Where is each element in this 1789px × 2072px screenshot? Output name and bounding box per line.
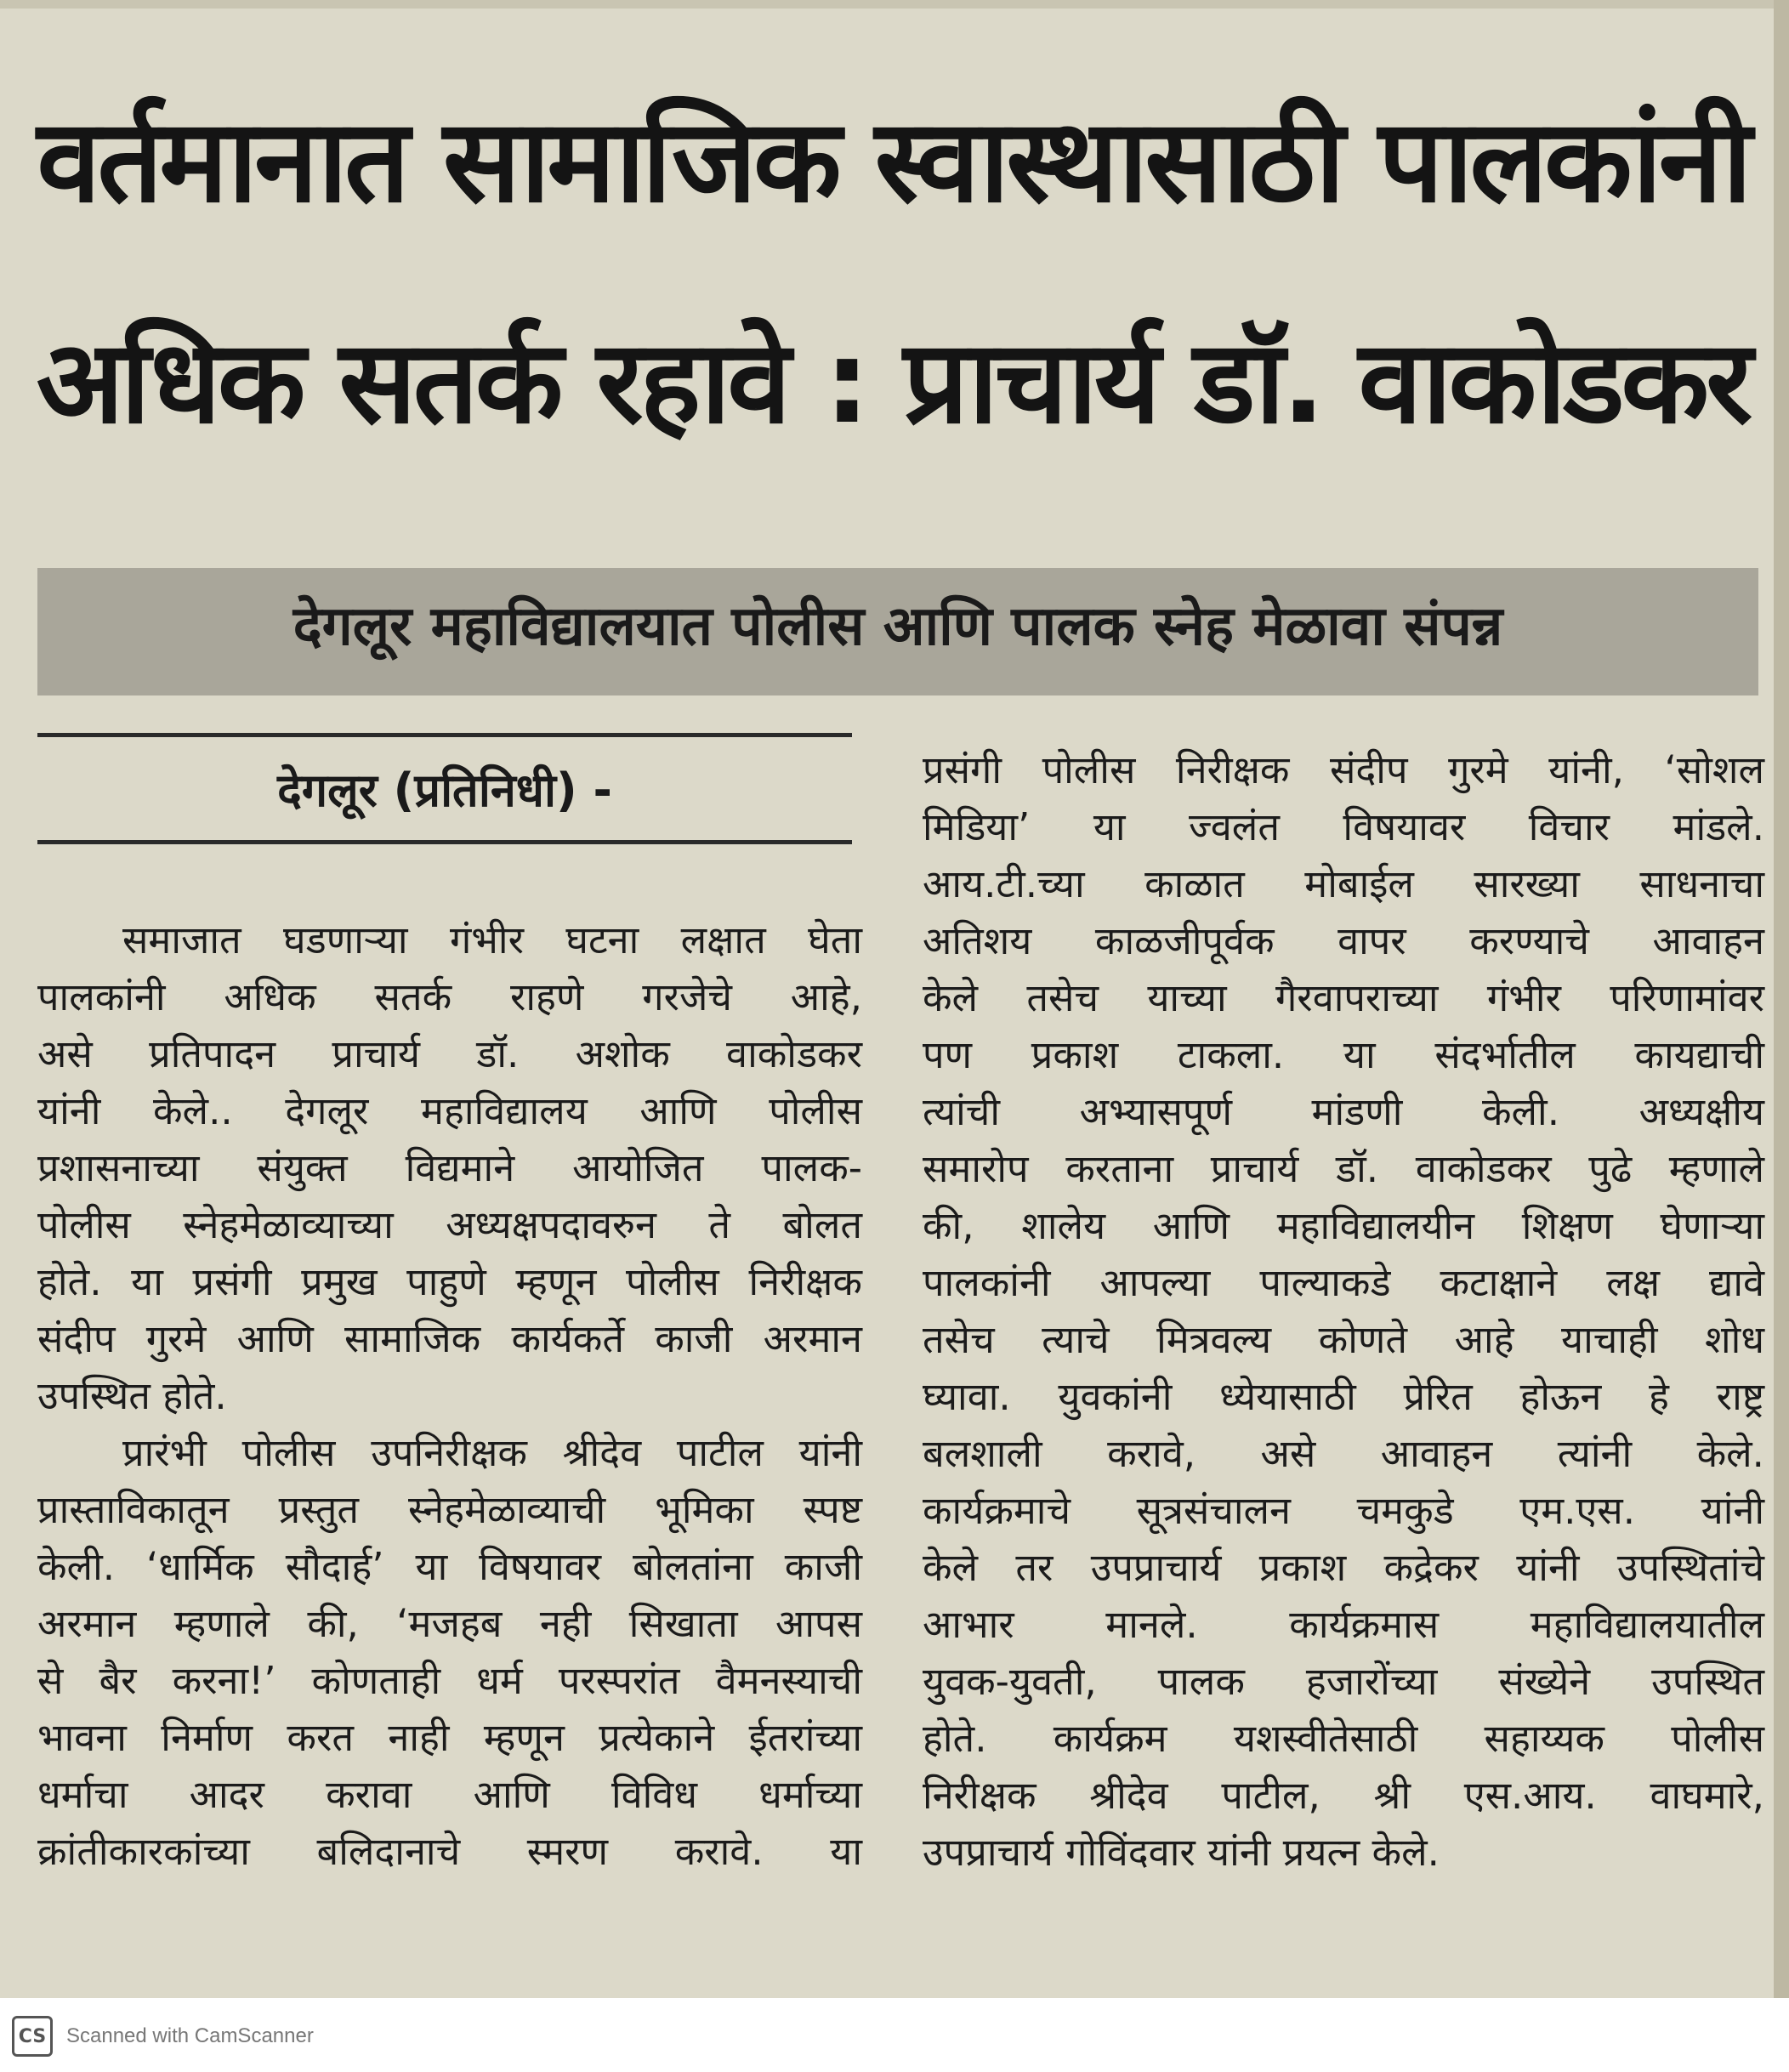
text-line: समाजात घडणाऱ्या गंभीर घटना लक्षात घेता <box>122 917 862 962</box>
text-line: उपस्थित होते. <box>37 1373 227 1418</box>
dateline-top-rule <box>37 733 852 737</box>
text-line: बलशाली करावे, असे आवाहन त्यांनी केले. <box>923 1431 1764 1476</box>
right-column <box>923 741 1764 1881</box>
text-line: कार्यक्रमाचे सूत्रसंचालन चमकुडे एम.एस. यांनी <box>923 1488 1764 1533</box>
text-line: घ्यावा. युवकांनी ध्येयासाठी प्रेरित होऊन हे राष्ट्र <box>923 1374 1764 1419</box>
text-line: की, शालेय आणि महाविद्यालयीन शिक्षण घेणाऱ्या <box>923 1203 1764 1248</box>
text-line: आय.टी.च्या काळात मोबाईल सारख्या साधनाचा <box>923 861 1764 906</box>
text-line: प्रास्ताविकातून प्रस्तुत स्नेहमेळाव्याची भूमिका स्पष्ट <box>37 1487 862 1532</box>
text-line: उपप्राचार्य गोविंदवार यांनी प्रयत्न केले. <box>923 1830 1440 1875</box>
text-line: युवक-युवती, पालक हजारोंच्या संख्येने उपस्थित <box>923 1659 1764 1704</box>
text-line: संदीप गुरमे आणि सामाजिक कार्यकर्ते काजी अरमान <box>37 1316 862 1361</box>
dateline: देगलूर (प्रतिनिधी) - <box>277 764 612 817</box>
clipping-top-edge <box>0 0 1789 9</box>
text-line: केले तसेच याच्या गैरवापराच्या गंभीर परिणामांवर <box>923 975 1764 1020</box>
headline-line-1: वर्तमानात सामाजिक स्वास्थासाठी पालकांनी <box>37 94 1749 228</box>
left-column <box>37 911 862 1880</box>
text-line: धर्माचा आदर करावा आणि विविध धर्माच्या <box>37 1772 862 1817</box>
scanner-watermark <box>12 2015 314 2058</box>
text-line: यांनी केले.. देगलूर महाविद्यालय आणि पोलीस <box>37 1088 862 1133</box>
scanner-watermark-text: Scanned with CamScanner <box>66 2024 314 2047</box>
camscanner-logo-icon: CS <box>12 2016 53 2057</box>
headline-line-2: अधिक सतर्क रहावे : प्राचार्य डॉ. वाकोडकर <box>36 315 1750 449</box>
text-line: तसेच त्याचे मित्रवल्य कोणते आहे याचाही शोध <box>923 1317 1764 1362</box>
text-line: त्यांची अभ्यासपूर्ण मांडणी केली. अध्यक्षीय <box>923 1089 1764 1134</box>
text-line: समारोप करताना प्राचार्य डॉ. वाकोडकर पुढे म्हणाले <box>923 1146 1764 1191</box>
text-line: अतिशय काळजीपूर्वक वापर करण्याचे आवाहन <box>923 918 1764 963</box>
text-line: प्रारंभी पोलीस उपनिरीक्षक श्रीदेव पाटील यांनी <box>122 1430 862 1475</box>
text-line: से बैर करना!’ कोणताही धर्म परस्परांत वैमनस्याची <box>37 1658 862 1703</box>
dateline-bottom-rule <box>37 840 852 844</box>
text-line: प्रसंगी पोलीस निरीक्षक संदीप गुरमे यांनी, ‘सोशल <box>923 747 1764 792</box>
text-line: असे प्रतिपादन प्राचार्य डॉ. अशोक वाकोडकर <box>37 1031 862 1076</box>
text-line: पोलीस स्नेहमेळाव्याच्या अध्यक्षपदावरुन ते बोलत <box>37 1202 862 1247</box>
text-line: केले तर उपप्राचार्य प्रकाश कद्रेकर यांनी उपस्थितांचे <box>923 1545 1764 1590</box>
subheadline: देगलूर महाविद्यालयात पोलीस आणि पालक स्नेह मेळावा संपन्न <box>292 595 1503 658</box>
text-line: होते. या प्रसंगी प्रमुख पाहुणे म्हणून पोलीस निरीक्षक <box>37 1259 862 1304</box>
text-line: मिडिया’ या ज्वलंत विषयावर विचार मांडले. <box>923 804 1764 849</box>
text-line: होते. कार्यक्रम यशस्वीतेसाठी सहाय्यक पोलीस <box>923 1716 1764 1761</box>
text-line: निरीक्षक श्रीदेव पाटील, श्री एस.आय. वाघमारे, <box>923 1773 1764 1818</box>
text-line: क्रांतीकारकांच्या बलिदानाचे स्मरण करावे. या <box>37 1829 862 1874</box>
text-line: पालकांनी अधिक सतर्क राहणे गरजेचे आहे, <box>37 974 862 1019</box>
text-line: आभार मानले. कार्यक्रमास महाविद्यालयातील <box>923 1602 1764 1647</box>
text-line: अरमान म्हणाले की, ‘मजहब नही सिखाता आपस <box>37 1601 862 1646</box>
text-line: पालकांनी आपल्या पाल्याकडे कटाक्षाने लक्ष द्यावे <box>923 1260 1764 1305</box>
text-line: प्रशासनाच्या संयुक्त विद्यमाने आयोजित पालक- <box>37 1145 862 1190</box>
clipping-right-edge <box>1774 0 1789 1998</box>
text-line: केली. ‘धार्मिक सौदार्ह’ या विषयावर बोलतांना काजी <box>37 1544 862 1589</box>
text-line: भावना निर्माण करत नाही म्हणून प्रत्येकाने ईतरांच्या <box>37 1715 862 1760</box>
text-line: पण प्रकाश टाकला. या संदर्भातील कायद्याची <box>923 1032 1764 1077</box>
